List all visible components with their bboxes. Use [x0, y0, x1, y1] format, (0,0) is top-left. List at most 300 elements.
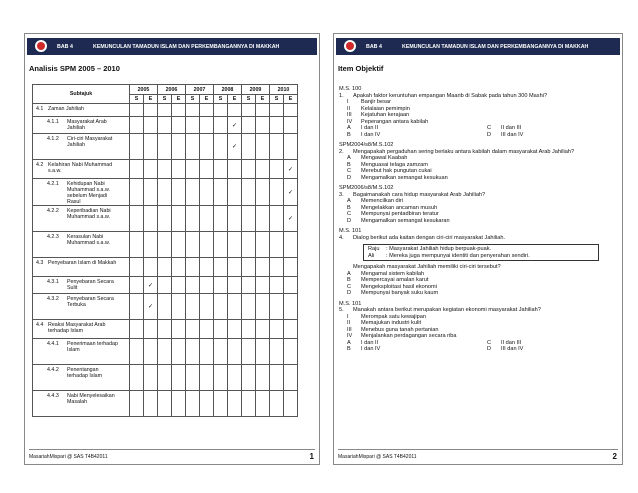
check-cell: [256, 294, 270, 320]
check-cell: [270, 258, 284, 277]
table-row: [33, 277, 298, 294]
check-cell: [144, 320, 158, 339]
check-cell: [172, 365, 186, 391]
check-cell: [242, 179, 256, 206]
year-header: 2007: [186, 85, 214, 95]
check-cell: [186, 206, 200, 232]
check-cell: [256, 391, 270, 417]
check-cell: [284, 206, 298, 232]
check-cell: [242, 232, 256, 258]
year-header: 2006: [158, 85, 186, 95]
check-cell: [144, 391, 158, 417]
row-label: Nabi Menyelesaikan Masalah: [67, 393, 115, 405]
checkmark-icon: ✓: [147, 304, 154, 310]
page-header: [27, 38, 317, 55]
question-text: Manakah antara berikut merupakan kegiatan ekonomi masyarakat Jahiliah?: [353, 307, 541, 313]
check-cell: [130, 160, 144, 179]
checkmark-icon: ✓: [231, 144, 238, 150]
check-cell: [270, 294, 284, 320]
row-label: Kehidupan Nabi Muhammad s.a.w. sebelum Menjadi Rasul: [67, 181, 110, 205]
check-cell: [270, 391, 284, 417]
item-label: I: [347, 313, 349, 320]
check-cell: [214, 134, 228, 160]
check-cell: [256, 339, 270, 365]
option-text: II dan III: [501, 339, 522, 346]
check-cell: [284, 258, 298, 277]
check-cell: [200, 277, 214, 294]
question-text: Mengapakah pergaduhan sering berlaku antara kabilah dalam masyarakat Arab Jahiliah?: [353, 148, 575, 155]
check-cell: [158, 294, 172, 320]
check-cell: [172, 179, 186, 206]
table-row: [33, 339, 298, 365]
option-text: III dan IV: [501, 131, 524, 138]
footer-rule: [338, 449, 618, 450]
check-cell: [200, 117, 214, 134]
check-cell: [130, 232, 144, 258]
checkmark-icon: ✓: [231, 122, 238, 129]
checkmark-icon: ✓: [287, 216, 294, 222]
item-text: Kejatuhan kerajaan: [361, 112, 410, 118]
question-text: Apakah faktor keruntuhan empangan Maarib di Sabak pada tahun 300 Mashi?: [353, 92, 548, 99]
check-cell: [214, 339, 228, 365]
check-cell: [284, 339, 298, 365]
check-cell: [242, 206, 256, 232]
spm-analysis-table: [32, 84, 298, 417]
check-cell: [284, 117, 298, 134]
table-row: [33, 320, 298, 339]
check-cell: [200, 391, 214, 417]
row-number: 4.3: [36, 260, 44, 266]
check-cell: [228, 104, 242, 117]
check-cell: [158, 391, 172, 417]
question-text: Dialog berikut ada kaitan dengan ciri-ciri masyarakat Jahiliah.: [353, 234, 506, 241]
option-text: Mengeksploitasi hasil ekonomi: [361, 283, 437, 290]
objective-header: E: [284, 95, 298, 104]
check-cell: [256, 320, 270, 339]
subtopic-cell: [33, 294, 130, 320]
check-cell: [130, 117, 144, 134]
option-text: Merebut hak pungutan cukai: [361, 168, 432, 174]
row-label: Kelahiran Nabi Muhammad s.a.w.: [48, 162, 113, 174]
table-row: [33, 160, 298, 179]
row-number: 4.2.1: [47, 181, 59, 187]
question-2: [339, 142, 616, 181]
check-cell: [228, 160, 242, 179]
option-label: C: [347, 168, 352, 174]
check-cell: [130, 258, 144, 277]
check-cell: [200, 294, 214, 320]
check-cell: [242, 339, 256, 365]
table-row: [33, 117, 298, 134]
option-label: B: [347, 346, 351, 352]
page-2: [333, 33, 623, 465]
subtopic-cell: [33, 365, 130, 391]
row-number: 4.4.2: [47, 367, 59, 373]
check-cell: [270, 206, 284, 232]
speaker-name: Ali: [368, 252, 375, 259]
subtopic-cell: [33, 320, 130, 339]
check-cell: [144, 258, 158, 277]
check-cell: [186, 339, 200, 365]
row-number: 4.1.1: [47, 119, 59, 125]
school-logo-icon: [342, 38, 358, 54]
question-number: 1.: [339, 92, 344, 99]
check-cell: [270, 117, 284, 134]
row-label: Penerimaan terhadap Islam: [67, 341, 118, 353]
item-text: Menebus guna tanah pertanian: [361, 326, 439, 333]
item-text: Merompak satu kewajipan: [361, 313, 426, 320]
subjective-header: S: [242, 95, 256, 104]
check-cell: [144, 232, 158, 258]
checkmark-icon: ✓: [287, 166, 294, 173]
item-text: Banjir besar: [361, 99, 391, 105]
question-source: M.S. 100: [339, 86, 362, 92]
option-label: B: [347, 277, 351, 283]
check-cell: [242, 117, 256, 134]
item-text: Memajukan industri kulit: [361, 320, 422, 326]
check-cell: [200, 339, 214, 365]
check-cell: [256, 117, 270, 134]
check-cell: [270, 160, 284, 179]
question-number: 2.: [339, 148, 344, 155]
row-number: 4.2.3: [47, 234, 59, 240]
row-number: 4.1: [36, 106, 44, 112]
question-5: [339, 301, 616, 353]
check-cell: [144, 277, 158, 294]
check-cell: [144, 104, 158, 117]
check-cell: [284, 104, 298, 117]
row-label: Penyebaran Islam di Makkah: [48, 260, 117, 266]
check-cell: [172, 232, 186, 258]
option-text: Mempercayai amalan karut: [361, 277, 429, 283]
check-cell: [270, 320, 284, 339]
check-cell: [242, 391, 256, 417]
check-cell: [186, 320, 200, 339]
check-cell: [186, 365, 200, 391]
check-cell: [214, 258, 228, 277]
check-cell: [172, 206, 186, 232]
check-cell: [158, 117, 172, 134]
check-cell: [256, 365, 270, 391]
item-label: IV: [347, 333, 353, 339]
row-label: Ciri-ciri Masyarakat Jahiliah: [67, 136, 113, 148]
table-row: [33, 258, 298, 277]
subtopic-cell: [33, 232, 130, 258]
check-cell: [284, 160, 298, 179]
year-header: 2005: [130, 85, 158, 95]
check-cell: [130, 104, 144, 117]
row-number: 4.3.1: [47, 279, 59, 285]
check-cell: [172, 258, 186, 277]
option-text: Mengawal Kaabah: [361, 155, 408, 161]
check-cell: [172, 320, 186, 339]
check-cell: [242, 320, 256, 339]
check-cell: [228, 232, 242, 258]
objective-header: E: [228, 95, 242, 104]
check-cell: [186, 294, 200, 320]
row-label: Zaman Jahiliah: [48, 106, 84, 112]
check-cell: [256, 232, 270, 258]
check-cell: [284, 232, 298, 258]
year-header: 2008: [214, 85, 242, 95]
check-cell: [158, 277, 172, 294]
subtopic-cell: [33, 134, 130, 160]
check-cell: [284, 294, 298, 320]
subjective-header: S: [270, 95, 284, 104]
option-label: D: [347, 174, 352, 181]
check-cell: [270, 339, 284, 365]
check-cell: [214, 320, 228, 339]
check-cell: [242, 365, 256, 391]
option-text: Mengamalkan semangat kesukaran: [361, 217, 450, 224]
option-text: Mengamalkan semangat kesukuan: [361, 174, 448, 181]
check-cell: [214, 232, 228, 258]
subtopic-cell: [33, 160, 130, 179]
check-cell: [228, 179, 242, 206]
table-row: [33, 294, 298, 320]
check-cell: [172, 277, 186, 294]
option-label: A: [347, 155, 351, 161]
check-cell: [200, 134, 214, 160]
check-cell: [158, 339, 172, 365]
check-cell: [130, 391, 144, 417]
option-text: I dan IV: [361, 346, 381, 352]
check-cell: [270, 179, 284, 206]
speaker-line: : Masyarakat Jahiliah hidup berpuak-puak.: [386, 246, 492, 252]
check-cell: [214, 365, 228, 391]
option-text: III dan IV: [501, 346, 524, 352]
checkmark-icon: ✓: [147, 282, 154, 289]
check-cell: [186, 277, 200, 294]
option-label: C: [347, 283, 352, 290]
check-cell: [214, 277, 228, 294]
check-cell: [186, 391, 200, 417]
table-row: [33, 365, 298, 391]
check-cell: [284, 391, 298, 417]
check-cell: [172, 160, 186, 179]
option-label: B: [347, 161, 351, 168]
subtopic-cell: [33, 206, 130, 232]
chapter-title: KEMUNCULAN TAMADUN ISLAM DAN PERKEMBANGANNYA DI MAKKAH: [93, 43, 280, 50]
question-3: [339, 185, 616, 224]
objective-questions: [339, 86, 616, 353]
item-label: IV: [347, 118, 353, 125]
row-number: 4.3.2: [47, 296, 59, 302]
option-label: D: [487, 131, 492, 138]
check-cell: [214, 391, 228, 417]
check-cell: [242, 277, 256, 294]
item-label: II: [347, 320, 351, 326]
check-cell: [186, 117, 200, 134]
check-cell: [200, 365, 214, 391]
check-cell: [172, 104, 186, 117]
check-cell: [200, 206, 214, 232]
row-label: Keperibadian Nabi Muhammad s.a.w.: [67, 208, 111, 220]
check-cell: [130, 206, 144, 232]
check-cell: [228, 320, 242, 339]
row-label: Penyebaran Secara Terbuka: [67, 296, 114, 308]
check-cell: [144, 117, 158, 134]
check-cell: [256, 179, 270, 206]
footer-credit: MasariahMispari @ SAS T4B42011: [29, 454, 108, 460]
check-cell: [130, 365, 144, 391]
check-cell: [130, 294, 144, 320]
option-text: Mempunyai banyak suku kaum: [361, 290, 439, 296]
check-cell: [242, 294, 256, 320]
chapter-title: KEMUNCULAN TAMADUN ISLAM DAN PERKEMBANGANNYA DI MAKKAH: [402, 43, 589, 50]
subtopic-cell: [33, 117, 130, 134]
check-cell: [228, 391, 242, 417]
check-cell: [186, 258, 200, 277]
option-label: D: [487, 346, 492, 352]
check-cell: [270, 365, 284, 391]
check-cell: [228, 365, 242, 391]
item-text: Menjalankan perdagangan secara riba: [361, 333, 457, 339]
check-cell: [200, 179, 214, 206]
question-number: 5.: [339, 307, 344, 313]
check-cell: [158, 104, 172, 117]
chapter-code: BAB 4: [57, 43, 73, 50]
check-cell: [200, 258, 214, 277]
check-cell: [158, 134, 172, 160]
check-cell: [130, 339, 144, 365]
dialog-box: [363, 244, 599, 261]
subtopic-cell: [33, 104, 130, 117]
check-cell: [228, 134, 242, 160]
check-cell: [284, 277, 298, 294]
option-text: II dan III: [501, 125, 522, 131]
check-cell: [144, 206, 158, 232]
row-number: 4.2.2: [47, 208, 59, 214]
item-label: III: [347, 326, 352, 333]
item-text: Kelalaian pemimpin: [361, 105, 410, 112]
check-cell: [256, 258, 270, 277]
objective-header: E: [172, 95, 186, 104]
check-cell: [214, 179, 228, 206]
check-cell: [130, 277, 144, 294]
check-cell: [270, 232, 284, 258]
row-number: 4.2: [36, 162, 44, 168]
chapter-code: BAB 4: [366, 43, 382, 50]
check-cell: [256, 134, 270, 160]
subtopic-header: Subtajuk: [33, 85, 130, 104]
subjective-header: S: [130, 95, 144, 104]
subtopic-cell: [33, 258, 130, 277]
check-cell: [186, 134, 200, 160]
option-text: Menguasai telaga zamzam: [361, 161, 428, 168]
check-cell: [158, 320, 172, 339]
checkmark-icon: ✓: [287, 189, 294, 196]
objective-header: E: [200, 95, 214, 104]
row-label: Reaksi Masyarakat Arab terhadap Islam: [48, 322, 106, 334]
check-cell: [270, 277, 284, 294]
subtopic-cell: [33, 179, 130, 206]
table-row: [33, 391, 298, 417]
check-cell: [242, 160, 256, 179]
check-cell: [228, 294, 242, 320]
check-cell: [200, 320, 214, 339]
row-label: Penentangan terhadap Islam: [67, 367, 103, 379]
check-cell: [172, 294, 186, 320]
check-cell: [284, 134, 298, 160]
question-number: 3.: [339, 191, 344, 198]
question-source: M.S. 101: [339, 228, 362, 234]
section-title: Item Objektif: [338, 64, 384, 73]
section-title: Analisis SPM 2005 – 2010: [29, 64, 120, 73]
option-label: D: [347, 290, 352, 296]
subtopic-cell: [33, 339, 130, 365]
option-label: A: [347, 125, 351, 131]
row-label: Masyarakat Arab Jahiliah: [67, 119, 107, 131]
check-cell: [200, 232, 214, 258]
objective-header: E: [144, 95, 158, 104]
check-cell: [186, 179, 200, 206]
check-cell: [186, 160, 200, 179]
check-cell: [214, 104, 228, 117]
item-text: Peperangan antara kabilah: [361, 118, 429, 125]
option-label: B: [347, 204, 351, 211]
check-cell: [284, 320, 298, 339]
check-cell: [242, 134, 256, 160]
year-header: 2010: [270, 85, 298, 95]
check-cell: [256, 277, 270, 294]
check-cell: [158, 258, 172, 277]
speaker-name: Raju: [368, 246, 380, 252]
check-cell: [228, 117, 242, 134]
subtopic-cell: [33, 277, 130, 294]
check-cell: [130, 320, 144, 339]
speaker-line: : Mereka juga mempunyai identiti dan penyerahan sendiri.: [386, 252, 530, 259]
subtopic-cell: [33, 391, 130, 417]
question-number: 4.: [339, 234, 344, 241]
footer-credit: MasariahMispari @ SAS T4B42011: [338, 454, 417, 460]
option-label: A: [347, 198, 351, 204]
option-text: Mengelakkan ancaman musuh: [361, 204, 438, 211]
page-1: [24, 33, 320, 465]
option-text: I dan II: [361, 339, 379, 346]
check-cell: [158, 365, 172, 391]
check-cell: [242, 258, 256, 277]
option-label: B: [347, 131, 351, 138]
option-label: A: [347, 339, 351, 346]
check-cell: [186, 104, 200, 117]
check-cell: [228, 258, 242, 277]
check-cell: [228, 206, 242, 232]
option-label: D: [347, 217, 352, 224]
question-source: SPM2004/s8/M.S.102: [339, 142, 394, 148]
question-source: SPM2006/s8/M.S.102: [339, 185, 394, 191]
item-label: II: [347, 105, 351, 112]
check-cell: [158, 232, 172, 258]
check-cell: [172, 117, 186, 134]
option-label: C: [487, 339, 492, 346]
check-cell: [158, 206, 172, 232]
page-header: [336, 38, 620, 55]
check-cell: [284, 179, 298, 206]
check-cell: [144, 339, 158, 365]
question-prompt: Mengapakah masyarakat Jahiliah memiliki ciri-ciri tersebut?: [353, 264, 501, 270]
check-cell: [256, 206, 270, 232]
check-cell: [228, 277, 242, 294]
check-cell: [214, 160, 228, 179]
row-number: 4.4: [36, 322, 44, 328]
question-4: [339, 228, 616, 297]
row-label: Kerasulan Nabi Muhammad s.a.w.: [67, 234, 110, 246]
check-cell: [172, 391, 186, 417]
option-text: Mengamal sistem kabilah: [361, 270, 425, 277]
check-cell: [158, 160, 172, 179]
subjective-header: S: [214, 95, 228, 104]
